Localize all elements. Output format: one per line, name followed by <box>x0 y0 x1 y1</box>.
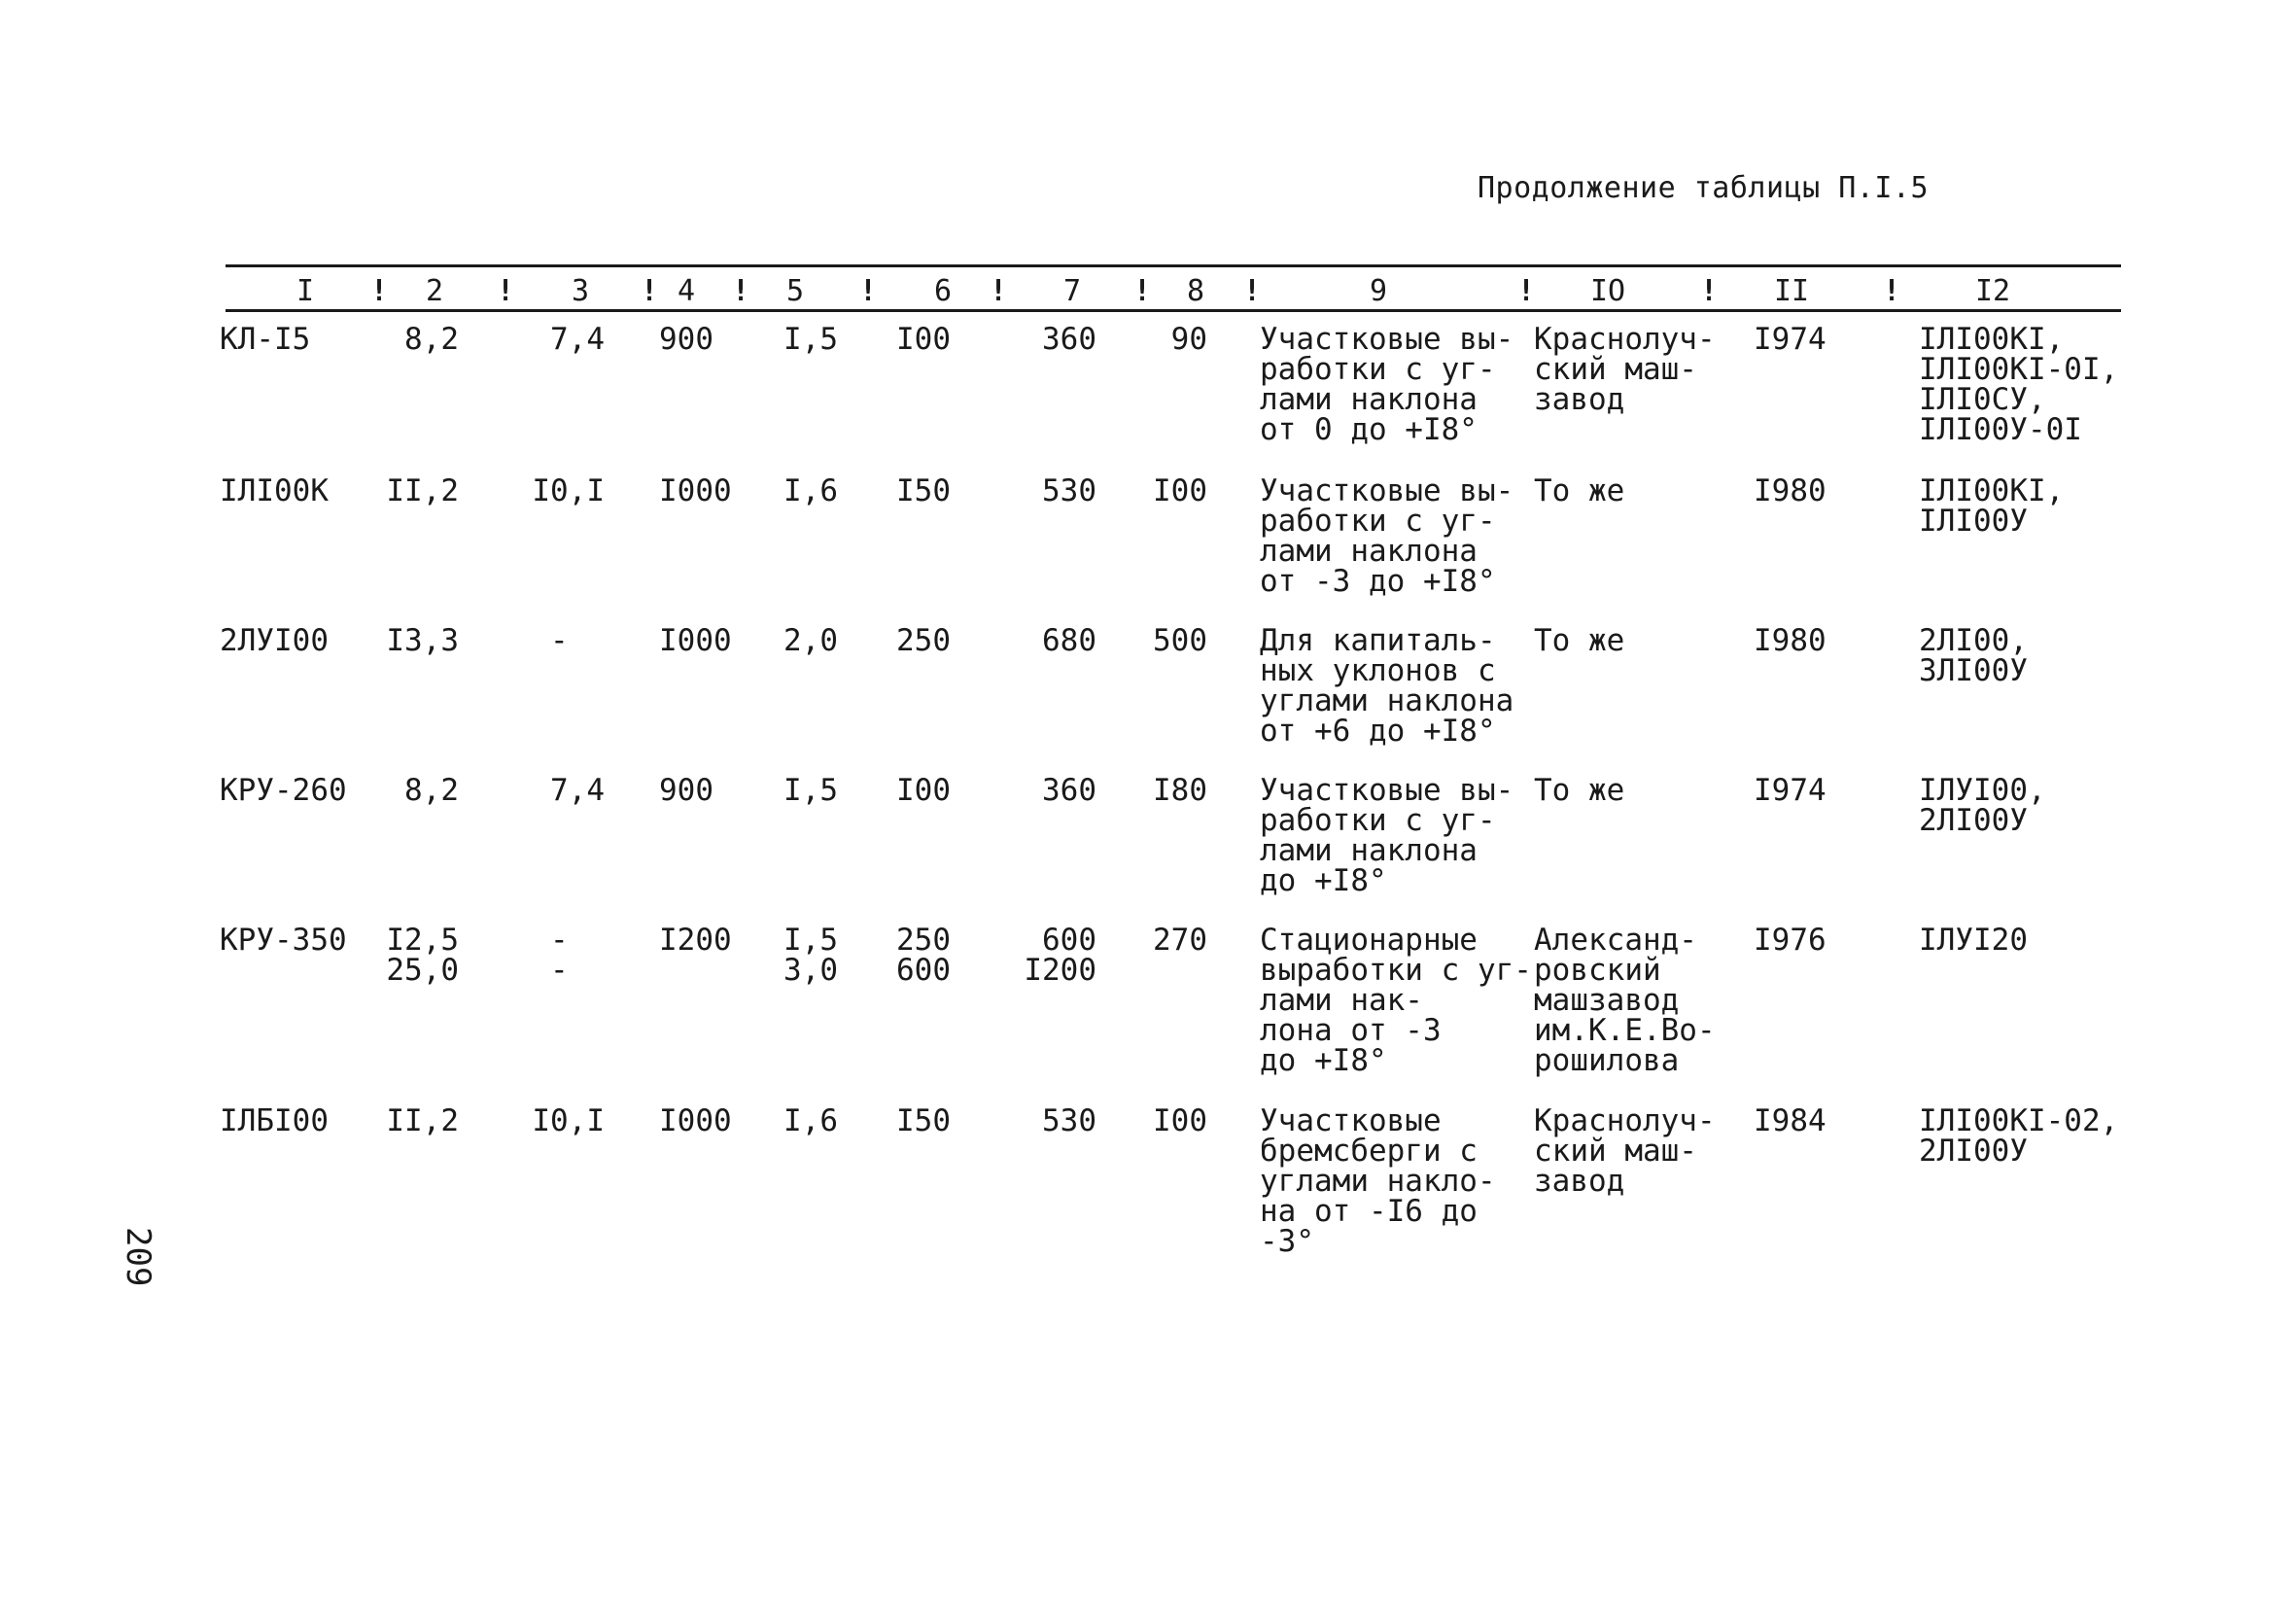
cell-col3: 7,4 <box>550 322 605 357</box>
cell-col8: 90 <box>1170 322 1207 357</box>
cell-col3: I0,I <box>532 473 605 508</box>
cell-analogs: 2ЛI00, 3ЛI00У <box>1919 623 2028 688</box>
column-separator: ! <box>369 274 389 308</box>
cell-col4: I200 <box>659 923 732 958</box>
cell-col4: I000 <box>659 473 732 508</box>
column-separator: ! <box>989 274 1008 308</box>
cell-year: I980 <box>1754 623 1826 658</box>
cell-model: КЛ-I5 <box>220 322 311 357</box>
column-separator: ! <box>731 274 750 308</box>
column-separator: ! <box>496 274 515 308</box>
cell-year: I976 <box>1754 923 1826 958</box>
column-header: IO <box>1589 274 1626 308</box>
cell-col7: 680 <box>1042 623 1096 658</box>
cell-col2: 8,2 <box>404 773 459 808</box>
cell-col3: I0,I <box>532 1103 605 1138</box>
cell-col7: 600 I200 <box>1024 923 1096 988</box>
cell-manufacturer: Александ- ровский машзавод им.К.Е.Во- рошилова <box>1534 923 1716 1078</box>
cell-col4: I000 <box>659 623 732 658</box>
cell-analogs: IЛI00КI, IЛI00У <box>1919 473 2065 539</box>
table-header-rule <box>226 309 2121 312</box>
cell-analogs: IЛI00КI, IЛI00КI-0I, IЛI0СУ, IЛI00У-0I <box>1919 322 2119 447</box>
column-header: 9 <box>1369 274 1388 308</box>
cell-col7: 360 <box>1042 773 1096 808</box>
cell-analogs: IЛI00КI-02, 2ЛI00У <box>1919 1103 2119 1169</box>
column-separator: ! <box>1699 274 1719 308</box>
table-top-rule <box>226 264 2121 267</box>
cell-manufacturer: То же <box>1534 473 1625 508</box>
column-separator: ! <box>858 274 878 308</box>
cell-col2: II,2 <box>386 1103 459 1138</box>
table-continuation-caption: Продолжение таблицы П.I.5 <box>1478 171 1930 205</box>
cell-purpose: Участковые вы- работки с уг- лами наклона от -3 до +I8° <box>1260 473 1514 599</box>
cell-col6: I00 <box>896 773 951 808</box>
cell-col6: I00 <box>896 322 951 357</box>
cell-col8: I80 <box>1153 773 1207 808</box>
cell-model: IЛБI00 <box>220 1103 329 1138</box>
column-separator: ! <box>1242 274 1262 308</box>
cell-col3: - <box>550 623 569 658</box>
cell-col6: I50 <box>896 473 951 508</box>
cell-col6: 250 600 <box>896 923 951 988</box>
cell-col4: 900 <box>659 773 713 808</box>
cell-col8: 270 <box>1153 923 1207 958</box>
cell-col2: 8,2 <box>404 322 459 357</box>
column-separator: ! <box>1882 274 1901 308</box>
cell-col6: I50 <box>896 1103 951 1138</box>
cell-manufacturer: То же <box>1534 623 1625 658</box>
column-header: 8 <box>1186 274 1205 308</box>
column-header: 5 <box>785 274 805 308</box>
cell-model: 2ЛУI00 <box>220 623 329 658</box>
column-header: 3 <box>571 274 590 308</box>
column-separator: ! <box>640 274 659 308</box>
cell-purpose: Участковые вы- работки с уг- лами наклона до +I8° <box>1260 773 1514 898</box>
cell-model: КРУ-260 <box>220 773 347 808</box>
cell-manufacturer: Краснолуч- ский маш- завод <box>1534 1103 1716 1199</box>
cell-col6: 250 <box>896 623 951 658</box>
column-header: 7 <box>1062 274 1082 308</box>
cell-col7: 360 <box>1042 322 1096 357</box>
cell-model: IЛI00К <box>220 473 329 508</box>
cell-year: I974 <box>1754 773 1826 808</box>
cell-col4: 900 <box>659 322 713 357</box>
column-separator: ! <box>1516 274 1536 308</box>
cell-purpose: Стационарные выработки с уг- лами нак- лона от -3 до +I8° <box>1260 923 1532 1078</box>
cell-purpose: Участковые вы- работки с уг- лами наклона от 0 до +I8° <box>1260 322 1514 447</box>
cell-year: I980 <box>1754 473 1826 508</box>
column-separator: ! <box>1132 274 1152 308</box>
cell-col8: I00 <box>1153 473 1207 508</box>
cell-manufacturer: Краснолуч- ский маш- завод <box>1534 322 1716 417</box>
cell-col3: - - <box>550 923 569 988</box>
cell-col5: I,5 <box>783 773 838 808</box>
cell-col7: 530 <box>1042 473 1096 508</box>
column-header: 2 <box>425 274 444 308</box>
cell-col5: I,5 3,0 <box>783 923 838 988</box>
column-header: II <box>1773 274 1810 308</box>
cell-col5: I,6 <box>783 473 838 508</box>
cell-col2: I2,5 25,0 <box>386 923 459 988</box>
cell-col2: I3,3 <box>386 623 459 658</box>
cell-purpose: Участковые бремсберги с углами накло- на от -I6 до -3° <box>1260 1103 1496 1259</box>
cell-col5: 2,0 <box>783 623 838 658</box>
cell-col5: I,6 <box>783 1103 838 1138</box>
column-header: 4 <box>677 274 696 308</box>
cell-model: КРУ-350 <box>220 923 347 958</box>
cell-col8: I00 <box>1153 1103 1207 1138</box>
cell-col3: 7,4 <box>550 773 605 808</box>
cell-year: I974 <box>1754 322 1826 357</box>
page-number: 209 <box>119 1227 157 1287</box>
cell-manufacturer: То же <box>1534 773 1625 808</box>
cell-col4: I000 <box>659 1103 732 1138</box>
column-header: 6 <box>933 274 953 308</box>
cell-analogs: IЛУI20 <box>1919 923 2028 958</box>
cell-col5: I,5 <box>783 322 838 357</box>
column-header: I <box>296 274 315 308</box>
column-header: I2 <box>1974 274 2011 308</box>
cell-purpose: Для капиталь- ных уклонов с углами наклона от +6 до +I8° <box>1260 623 1514 749</box>
cell-col2: II,2 <box>386 473 459 508</box>
cell-col8: 500 <box>1153 623 1207 658</box>
cell-year: I984 <box>1754 1103 1826 1138</box>
cell-analogs: IЛУI00, 2ЛI00У <box>1919 773 2046 838</box>
cell-col7: 530 <box>1042 1103 1096 1138</box>
